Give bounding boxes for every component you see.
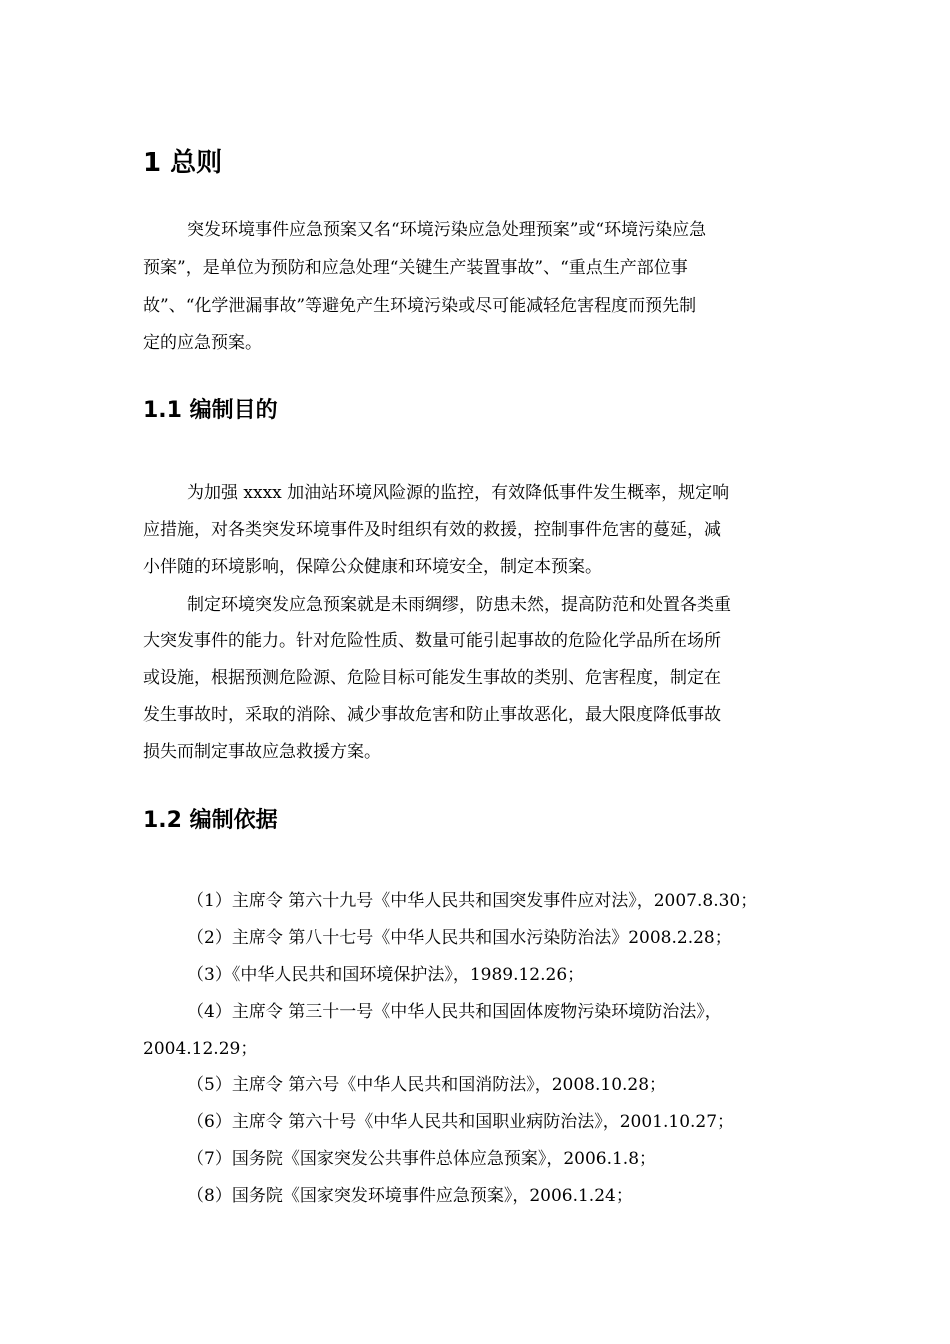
list-item: （2）主席令 第八十七号《中华人民共和国水污染防治法》2008.2.28； <box>187 928 732 948</box>
list-item: （7）国务院《国家突发公共事件总体应急预案》，2006.1.8； <box>187 1149 657 1169</box>
list-item: （6）主席令 第六十号《中华人民共和国职业病防治法》，2001.10.27； <box>187 1112 735 1132</box>
paragraph-line: 或设施，根据预测危险源、危险目标可能发生事故的类别、危害程度，制定在 <box>143 668 721 688</box>
paragraph-line: 应措施，对各类突发环境事件及时组织有效的救援，控制事件危害的蔓延，减 <box>143 520 721 540</box>
list-item: （8）国务院《国家突发环境事件应急预案》，2006.1.24； <box>187 1186 633 1206</box>
paragraph-line: 定的应急预案。 <box>143 333 262 353</box>
list-item: （3）《中华人民共和国环境保护法》，1989.12.26； <box>187 965 585 985</box>
paragraph-line: 预案”，是单位为预防和应急处理“关键生产装置事故”、“重点生产部位事 <box>143 258 688 278</box>
list-item-continuation: 2004.12.29； <box>143 1039 258 1059</box>
paragraph-line: 损失而制定事故应急救援方案。 <box>143 742 381 762</box>
paragraph-line: 突发环境事件应急预案又名“环境污染应急处理预案”或“环境污染应急 <box>187 220 707 240</box>
paragraph-line: 故”、“化学泄漏事故”等避免产生环境污染或尽可能减轻危害程度而预先制 <box>143 296 697 316</box>
paragraph-line: 为加强 xxxx 加油站环境风险源的监控，有效降低事件发生概率，规定响 <box>187 483 730 503</box>
list-item: （5）主席令 第六号《中华人民共和国消防法》，2008.10.28； <box>187 1075 667 1095</box>
list-item: （1）主席令 第六十九号《中华人民共和国突发事件应对法》，2007.8.30； <box>187 891 758 911</box>
section-title-purpose: 1.1 编制目的 <box>143 398 278 423</box>
paragraph-line: 制定环境突发应急预案就是未雨绸缪，防患未然，提高防范和处置各类重 <box>187 595 731 615</box>
paragraph-line: 大突发事件的能力。针对危险性质、数量可能引起事故的危险化学品所在场所 <box>143 631 721 651</box>
section-title-general: 1 总则 <box>143 148 223 178</box>
paragraph-line: 小伴随的环境影响，保障公众健康和环境安全，制定本预案。 <box>143 557 602 577</box>
section-title-basis: 1.2 编制依据 <box>143 808 278 833</box>
paragraph-line: 发生事故时，采取的消除、减少事故危害和防止事故恶化，最大限度降低事故 <box>143 705 721 725</box>
list-item: （4）主席令 第三十一号《中华人民共和国固体废物污染环境防治法》， <box>187 1002 722 1022</box>
